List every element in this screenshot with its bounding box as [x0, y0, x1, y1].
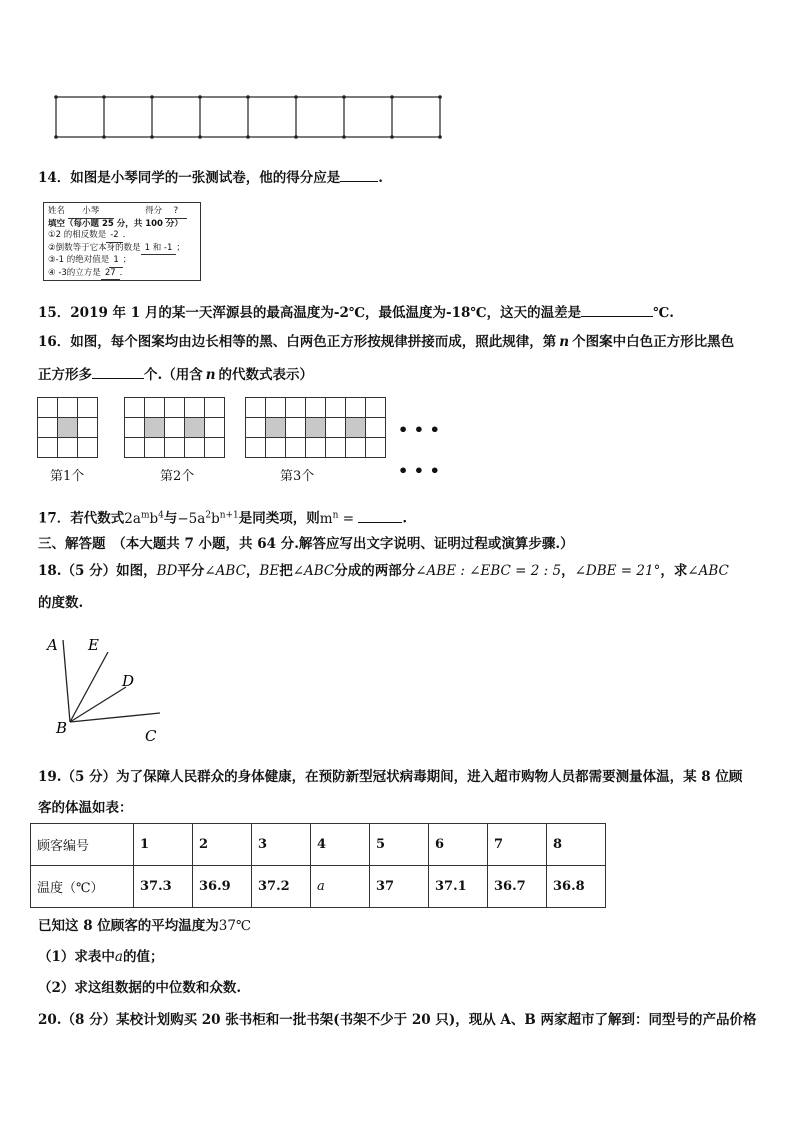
q18-t4: 分成的两部分	[334, 563, 416, 579]
q17-tail: 是同类项，则	[238, 510, 320, 527]
q19-sub1-var: a	[114, 949, 123, 965]
q18-angle-abc-1: ∠ABC	[204, 563, 246, 579]
label-b: B	[56, 719, 68, 737]
question-17	[38, 506, 407, 528]
question-18-line2: 的度数.	[38, 595, 84, 611]
paper-item-2-answer: 1 和 -1	[141, 243, 177, 256]
continuation-dots-bottom: • • •	[398, 461, 440, 480]
q16-line1-tail: 个图案中白色正方形比黑色	[572, 334, 735, 350]
table-cell: 2	[193, 824, 252, 866]
question-20-line1: 20.（8 分）某校计划购买 20 张书柜和一批书架(书架不少于 20 只)，现从 A、B 两家超市了解到：同型号的产品价格	[38, 1012, 757, 1028]
section-3-header: 三、解答题 （本大题共 7 小题，共 64 分.解答应写出文字说明、证明过程或演算步骤.）	[38, 536, 574, 552]
paper-item-3-answer: 1	[109, 255, 122, 268]
paper-item-4-answer: 27	[101, 268, 120, 281]
q19-sub1-head: （1）求表中	[38, 949, 115, 965]
table-cell: 3	[252, 824, 311, 866]
paper-name-label: 姓名	[48, 206, 66, 216]
q19-avg-value: 37℃	[218, 918, 252, 934]
fig-label-2: 第2个	[160, 469, 195, 484]
paper-section-title: 填空（每小题 25 分，共 100 分）	[48, 218, 183, 229]
table-header-id: 顾客编号	[31, 824, 134, 866]
table-cell: 37.1	[429, 866, 488, 908]
table-row-temps	[31, 866, 606, 908]
q17-equals: =	[338, 510, 359, 527]
angle-figure	[40, 630, 180, 750]
q15-answer-blank	[581, 302, 653, 317]
q17-expr1-exp-4: 4	[158, 510, 164, 520]
q18-bd: BD	[156, 563, 178, 579]
q18-ratio: ∠ABE : ∠EBC = 2 : 5	[415, 563, 562, 579]
q16-var-n: n	[559, 334, 570, 350]
paper-item-3	[48, 255, 196, 268]
question-16-line1	[38, 333, 734, 351]
question-14	[38, 167, 383, 187]
q17-expr1-a: 2a	[124, 510, 141, 527]
question-19-line2: 客的体温如表：	[38, 800, 133, 816]
table-cell: 36.7	[488, 866, 547, 908]
q18-t1: 平分	[177, 563, 205, 579]
q17-expr2-b: b	[211, 510, 220, 527]
table-cell: 6	[429, 824, 488, 866]
q17-mid: 与	[163, 510, 178, 527]
table-cell: 37.2	[252, 866, 311, 908]
q17-expr3-m: m	[319, 510, 333, 527]
q18-be: BE	[259, 563, 280, 579]
paper-item-4-punct: ．	[119, 267, 129, 278]
paper-score-label: 得分	[145, 206, 163, 216]
q17-head: 17．若代数式	[38, 510, 125, 527]
paper-item-4-text: ④ -3的立方是	[48, 267, 101, 278]
paper-item-1-text: ①2 的相反数是	[48, 230, 107, 240]
q14-text: 14．如图是小琴同学的一张测试卷，他的得分应是	[38, 170, 341, 186]
q14-tail: .	[378, 170, 383, 186]
table-cell-unknown-a: a	[311, 866, 370, 908]
continuation-dots-top: • • •	[398, 420, 440, 439]
q17-expr1-exp-m: m	[140, 510, 150, 520]
table-cell: 1	[134, 824, 193, 866]
table-cell: 37	[370, 866, 429, 908]
table-cell: 36.9	[193, 866, 252, 908]
question-15	[38, 302, 674, 322]
ray-be	[70, 652, 108, 722]
paper-item-4	[48, 268, 196, 281]
q16-line1-text: 16．如图，每个图案均由边长相等的黑、白两色正方形按规律拼接而成，照此规律，第	[38, 334, 557, 350]
paper-header-row	[48, 206, 196, 219]
q16-line2-head: 正方形多	[38, 367, 92, 383]
table-cell: 37.3	[134, 866, 193, 908]
question-18-line1	[38, 562, 729, 580]
q15-tail: ℃.	[653, 305, 674, 321]
q14-answer-blank	[340, 167, 378, 182]
q17-expr2-exp-n1: n+1	[219, 510, 239, 520]
table-cell: 4	[311, 824, 370, 866]
q19-sub1-tail: 的值；	[122, 949, 164, 965]
q19-average-line	[38, 917, 251, 935]
table-cell: 36.8	[547, 866, 606, 908]
q18-t2: ，	[245, 563, 260, 579]
q17-expr2-exp-2: 2	[205, 510, 212, 520]
q19-sub2: （2）求这组数据的中位数和众数.	[38, 980, 242, 996]
pattern-figure-3	[245, 397, 387, 459]
ray-ba	[63, 640, 70, 722]
paper-score-value: ?	[165, 206, 187, 219]
table-cell: 7	[488, 824, 547, 866]
q18-angle-dbe: ∠DBE = 21°	[574, 563, 661, 579]
q18-head: 18.（5 分）如图，	[38, 563, 157, 579]
q18-angle-abc-2: ∠ABC	[292, 563, 335, 579]
paper-item-3-text: ③-1 的绝对值是	[48, 255, 110, 265]
q16-line2-mid: 个.（用含	[144, 367, 203, 383]
q17-expr3-exp-n: n	[332, 510, 339, 520]
ray-bc	[70, 713, 160, 722]
label-a: A	[47, 636, 58, 654]
q18-angle-abc-3: ∠ABC	[687, 563, 729, 579]
fig-label-1: 第1个	[50, 469, 85, 484]
paper-name-value: 小琴	[68, 206, 114, 219]
table-cell: 5	[370, 824, 429, 866]
q17-expr1	[124, 511, 164, 527]
q18-t3: 把	[279, 563, 293, 579]
paper-item-1	[48, 230, 196, 243]
temperature-table	[30, 823, 606, 908]
mini-test-paper	[43, 202, 201, 281]
q17-expr3	[320, 511, 359, 527]
q17-expr2	[177, 511, 238, 527]
q16-var-n-2: n	[205, 367, 216, 383]
q17-answer-blank	[358, 508, 402, 523]
paper-item-1-answer: -2	[106, 230, 122, 243]
fig-label-3: 第3个	[280, 469, 315, 484]
q19-sub1	[38, 948, 163, 966]
paper-item-1-punct: ．	[122, 230, 132, 240]
q18-t5: ，	[561, 563, 575, 579]
q16-answer-blank	[92, 364, 144, 379]
q17-end: .	[402, 510, 408, 527]
paper-item-2-punct: ；	[176, 242, 185, 253]
q18-t6: ，求	[660, 563, 688, 579]
table-header-temp: 温度（℃）	[31, 866, 134, 908]
question-19-line1: 19.（5 分）为了保障人民群众的身体健康，在预防新型冠状病毒期间，进入超市购物人员都需要测量体温，某 8 位顾	[38, 769, 743, 785]
q19-avg-text: 已知这 8 位顾客的平均温度为	[38, 918, 219, 934]
table-row-ids	[31, 824, 606, 866]
top-grid-figure	[50, 92, 446, 142]
paper-item-2	[48, 243, 196, 256]
question-16-line2	[38, 364, 313, 384]
q15-text: 15．2019 年 1 月的某一天浑源县的最高温度为-2℃，最低温度为-18℃，这天的温差是	[38, 305, 582, 321]
paper-item-2-text: ②倒数等于它本身的数是	[48, 242, 141, 253]
label-c: C	[145, 727, 157, 745]
table-cell: 8	[547, 824, 606, 866]
label-e: E	[88, 636, 99, 654]
pattern-figure-1	[37, 397, 99, 459]
label-d: D	[122, 672, 135, 690]
pattern-figure-2	[124, 397, 226, 459]
paper-item-3-punct: ；	[122, 255, 132, 265]
q16-line2-tail: 的代数式表示）	[218, 367, 314, 383]
q17-expr1-b: b	[149, 510, 159, 527]
q17-expr2-a: −5a	[177, 510, 206, 527]
